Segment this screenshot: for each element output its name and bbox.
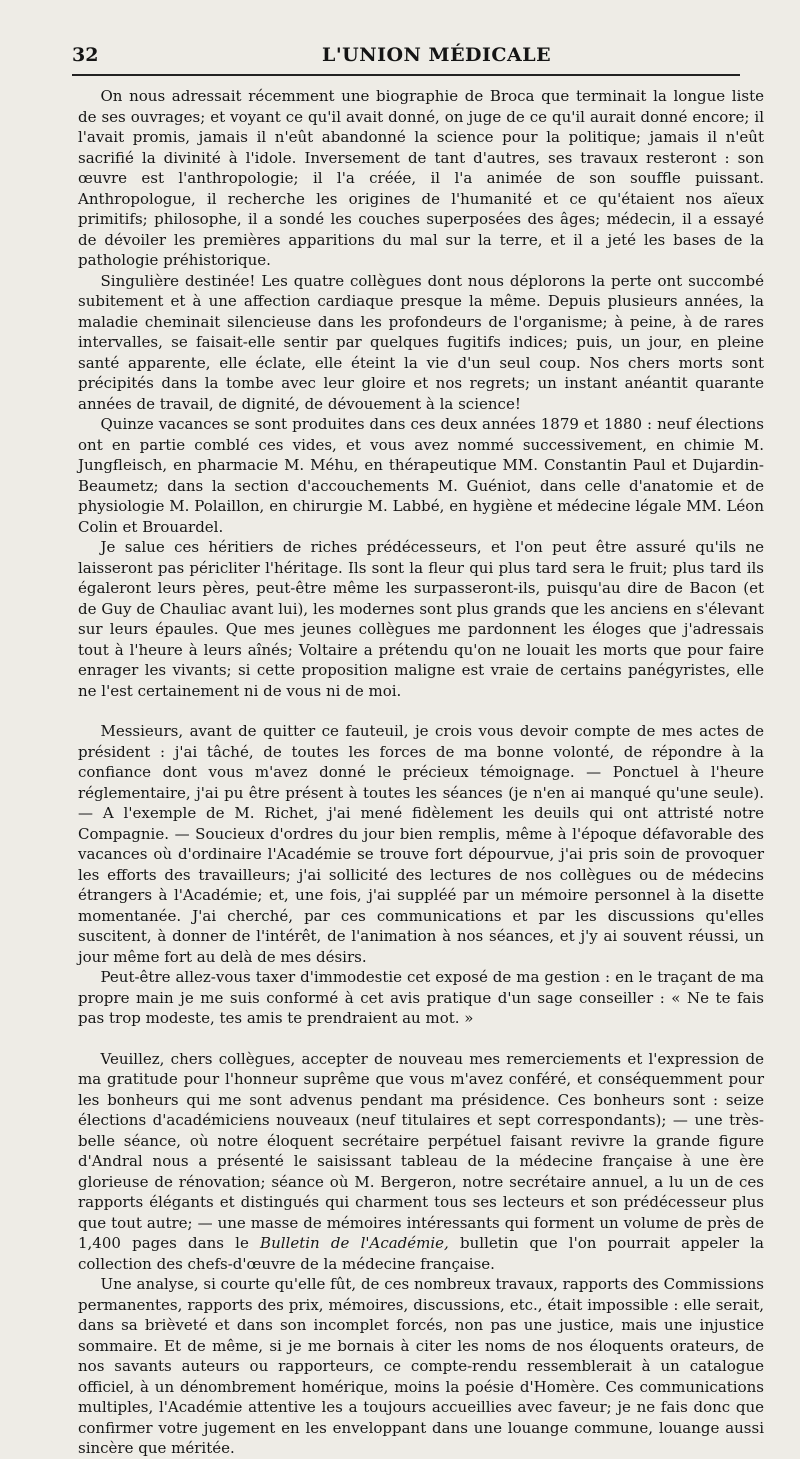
- running-title: L'UNION MÉDICALE: [322, 44, 552, 66]
- paragraph-broca: On nous adressait récemment une biographie de Broca que terminait la longue liste de ses ouvrages; et voyant ce qu'il avait donné, on juge de ce qu'il aurait donné encore; il l'avait promis, jamais il n'eût abandonné la science pour la politique; jamais il n'eût sacrifié la divinité à l'idole. Inversement de tant d'autres, ses travaux resteront : son œuvre est l'anthropologie; il l'a créée, il l'a animée de son souffle puissant. Anthropologue, il recherche les origines de l'humanité et ce qu'étaient nos aïeux primitifs; philosophe, il a sondé les couches superposées des âges; médecin, il a essayé de dévoiler les premières apparitions du mal sur la terre, et il a jeté les bases de la pathologie préhistorique.: [78, 87, 764, 269]
- section-spacer: [78, 1029, 764, 1049]
- paragraph-quinze-vacances: Quinze vacances se sont produites dans ces deux années 1879 et 1880 : neuf élections ont en partie comblé ces vides, et vous avez nommé successivement, en chimie M. Jungfleisch, en pharmacie M. Méhu, en thérapeutique MM. Constantin Paul et Dujardin-Beaumetz; dans la section d'accouchements M. Guéniot, dans celle d'anatomie et de physiologie M. Polaillon, en chirurgie M. Labbé, en hygiène et médecine légale MM. Léon Colin et Brouardel.: [78, 415, 764, 536]
- paragraph-remerciements: Veuillez, chers collègues, accepter de nouveau mes remerciements et l'expression de ma gratitude pour l'honneur suprême que vous m'avez conféré, et conséquemment pour les bonheurs qui me sont advenus pendant ma présidence. Ces bonheurs sont : seize élections d'académiciens nouveaux (neuf titulaires et sept correspondants); — une très-belle séance, où notre éloquent secrétaire perpétuel faisant revivre la grande figure d'Andral nous a présenté le saisissant tableau de la médecine française à une ère glorieuse de rénovation; séance où M. Bergeron, notre secrétaire annuel, a lu un de ces rapports élégants et distingués qui charment tous ses lecteurs et son prédécesseur plus que tout autre; — une masse de mémoires intéressants qui forment un volume de près de 1,400 pages dans le Bulletin de l'Académie, bulletin que l'on pourrait appeler la collection des chefs-d'œuvre de la médecine française.: [78, 1049, 764, 1273]
- header-rule: [72, 74, 740, 76]
- paragraph-messieurs: Messieurs, avant de quitter ce fauteuil, je crois vous devoir compte de mes actes de président : j'ai tâché, de toutes les forces de ma bonne volonté, de répondre à la confiance dont vous m'avez donné le précieux témoignage. — Ponctuel à l'heure réglementaire, j'ai pu être présent à toutes les séances (je n'en ai manqué qu'une seule). — A l'exemple de M. Richet, j'ai mené fidèlement les deuils qui ont attristé notre Compagnie. — Soucieux d'ordres du jour bien remplis, même à l'époque défavorable des vacances où d'ordinaire l'Académie se trouve fort dépourvue, j'ai pris soin de provoquer les efforts des travailleurs; j'ai sollicité des lectures de nos collègues ou de médecins étrangers à l'Académie; et, une fois, j'ai suppléé par un mémoire personnel à la disette momentanée. J'ai cherché, par ces communications et par les discussions qu'elles suscitent, à donner de l'intérêt, de l'animation à nos séances, et j'y ai souvent réussi, un jour même fort au delà de mes désirs.: [78, 722, 764, 966]
- article-body: [78, 86, 764, 1459]
- paragraph-immodestie: Peut-être allez-vous taxer d'immodestie cet exposé de ma gestion : en le traçant de ma propre main je me suis conformé à cet avis pratique d'un sage conseiller : « Ne te fais pas trop modeste, tes amis te prendraient au mot. »: [78, 968, 764, 1027]
- page-number: 32: [72, 44, 99, 66]
- section-spacer: [78, 701, 764, 721]
- paragraph-analyse: Une analyse, si courte qu'elle fût, de ces nombreux travaux, rapports des Commissions permanentes, rapports des prix, mémoires, discussions, etc., était impossible : elle serait, dans sa brièveté et dans son incomplet forcés, non pas une justice, mais une injustice sommaire. Et de même, si je me bornais à citer les noms de nos éloquents orateurs, de nos savants auteurs ou rapporteurs, ce compte-rendu ressemblerait à un catalogue officiel, à un dénombrement homérique, moins la poésie d'Homère. Ces communications multiples, l'Académie attentive les a toujours accueillies avec faveur; je ne fais donc que confirmer votre jugement en les enveloppant dans une louange commune, louange aussi sincère que méritée.: [78, 1275, 764, 1457]
- bulletin-title: Bulletin de l'Académie,: [260, 1234, 449, 1252]
- paragraph-singuliere-destinee: Singulière destinée! Les quatre collègues dont nous déplorons la perte ont succombé subitement et à une affection cardiaque presque la même. Depuis plusieurs années, la maladie cheminait silencieuse dans les profondeurs de l'organisme; à peine, à de rares intervalles, se faisait-elle sentir par quelques fugitifs indices; puis, un jour, en pleine santé apparente, elle éclate, elle éteint la vie d'un seul coup. Nos chers morts sont précipités dans la tombe avec leur gloire et nos regrets; un instant anéantit quarante années de travail, de dignité, de dévouement à la science!: [78, 271, 764, 413]
- page-header: [72, 38, 764, 68]
- paragraph-heritiers: Je salue ces héritiers de riches prédécesseurs, et l'on peut être assuré qu'ils ne laisseront pas péricliter l'héritage. Ils sont la fleur qui plus tard sera le fruit; plus tard ils égaleront leurs pères, peut-être même les surpasseront-ils, puisqu'au dire de Bacon (et de Guy de Chauliac avant lui), les modernes sont plus grands que les anciens en s'élevant sur leurs épaules. Que mes jeunes collègues me pardonnent les éloges que j'adressais tout à l'heure à leurs aînés; Voltaire a prétendu qu'on ne louait les morts que pour faire enrager les vivants; si cette proposition maligne est vraie de certains panégyristes, elle ne l'est certainement ni de vous ni de moi.: [78, 538, 764, 700]
